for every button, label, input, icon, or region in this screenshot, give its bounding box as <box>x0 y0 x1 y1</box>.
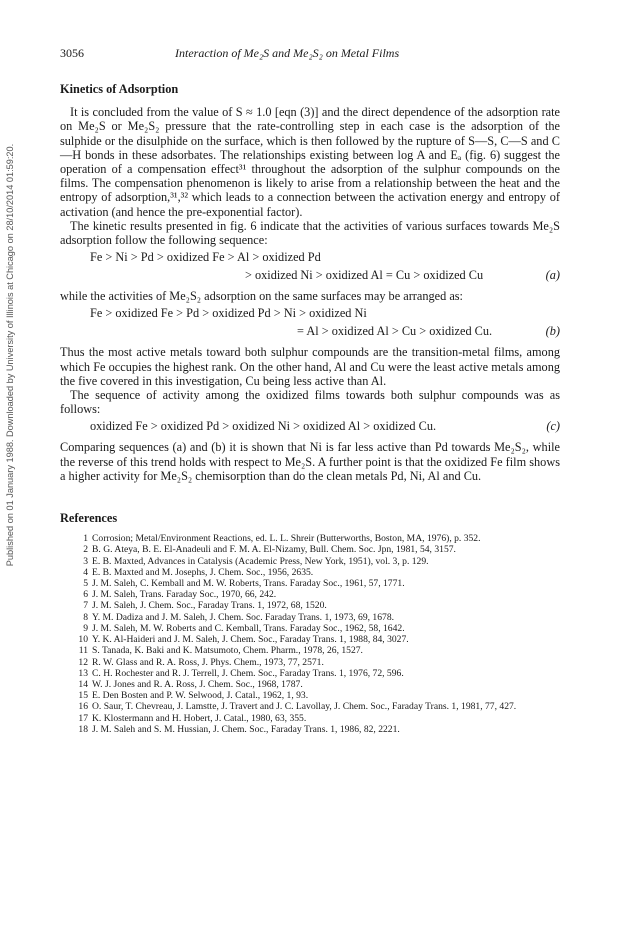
reference-item <box>60 713 560 724</box>
page-number: 3056 <box>60 46 84 60</box>
reference-text: J. M. Saleh, C. Kemball and M. W. Roberts, Trans. Faraday Soc., 1961, 57, 1771. <box>92 578 405 590</box>
reference-number: 4 <box>83 566 88 578</box>
paragraph: The sequence of activity among the oxidized films towards both sulphur compounds was as follows: <box>60 388 560 417</box>
reference-item <box>60 589 560 600</box>
reference-number: 17 <box>78 712 88 724</box>
sequence-line: > oxidized Ni > oxidized Al = Cu > oxidized Cu <box>245 268 484 283</box>
reference-text: J. M. Saleh, Trans. Faraday Soc., 1970, 66, 242. <box>92 589 277 601</box>
reference-number: 6 <box>83 589 88 601</box>
reference-item <box>60 623 560 634</box>
reference-item <box>60 724 560 735</box>
paragraph: Thus the most active metals toward both sulphur compounds are the transition-metal films, among which Fe occupies the highest rank. On the other hand, Al and Cu were the least active metals among the five covered in this investigation, Cu being less active than Al. <box>60 345 560 388</box>
reference-text: E. B. Maxted and M. Josephs, J. Chem. Soc., 1956, 2635. <box>92 566 314 578</box>
reference-text: J. M. Saleh, M. W. Roberts and C. Kemball, Trans. Faraday Soc., 1962, 58, 1642. <box>92 622 405 634</box>
sequence-label: (c) <box>546 419 560 434</box>
reference-item <box>60 567 560 578</box>
sequence-line: Fe > oxidized Fe > Pd > oxidized Pd > Ni > oxidized Ni <box>90 306 367 321</box>
reference-item <box>60 556 560 567</box>
reference-number: 14 <box>78 678 88 690</box>
reference-item <box>60 578 560 589</box>
reference-number: 18 <box>78 723 88 735</box>
reference-item <box>60 679 560 690</box>
sequence-label: (b) <box>545 324 560 339</box>
sequence-label: (a) <box>545 268 560 283</box>
paragraph: while the activities of Me₂S₂ adsorption on the same surfaces may be arranged as: <box>60 289 463 304</box>
reference-text: S. Tanada, K. Baki and K. Matsumoto, Chem. Pharm., 1978, 26, 1527. <box>92 645 363 657</box>
reference-item <box>60 701 560 712</box>
sequence-line: Fe > Ni > Pd > oxidized Fe > Al > oxidized Pd <box>90 250 321 265</box>
download-watermark <box>2 120 18 590</box>
reference-text: O. Saur, T. Chevreau, J. Lamstte, J. Travert and J. C. Lavollay, J. Chem. Soc., Faraday Trans. 1, 1981, 77, 427. <box>92 701 517 713</box>
reference-item <box>60 690 560 701</box>
reference-text: E. Den Bosten and P. W. Selwood, J. Catal., 1962, 1, 93. <box>92 690 309 702</box>
references-list <box>60 533 560 735</box>
reference-item <box>60 645 560 656</box>
section-title: Kinetics of Adsorption <box>60 82 179 96</box>
reference-item <box>60 600 560 611</box>
paragraph: The kinetic results presented in fig. 6 indicate that the activities of various surfaces towards Me₂S adsorption follow the following sequence: <box>60 218 560 248</box>
running-title: Interaction of Me₂S and Me₂S₂ on Metal Films <box>175 46 400 60</box>
sequence-b <box>60 306 560 342</box>
reference-number: 1 <box>83 533 88 545</box>
sequence-a <box>60 250 560 286</box>
sequence-c <box>60 419 560 437</box>
reference-number: 8 <box>83 611 88 623</box>
watermark-text: Published on 01 January 1988. Downloaded by University of Illinois at Chicago on 28/10/2014 01:59:20. <box>5 143 15 567</box>
reference-item <box>60 533 560 544</box>
reference-number: 9 <box>83 622 88 634</box>
reference-text: J. M. Saleh and S. M. Hussian, J. Chem. Soc., Faraday Trans. 1, 1986, 82, 2221. <box>92 723 400 735</box>
reference-text: J. M. Saleh, J. Chem. Soc., Faraday Trans. 1, 1972, 68, 1520. <box>92 600 327 612</box>
reference-number: 3 <box>83 555 88 567</box>
reference-text: W. J. Jones and R. A. Ross, J. Chem. Soc., 1968, 1787. <box>92 678 303 690</box>
article-body <box>60 82 560 735</box>
reference-item <box>60 544 560 555</box>
sequence-line: = Al > oxidized Al > Cu > oxidized Cu. <box>297 324 493 339</box>
reference-text: K. Klostermann and H. Hobert, J. Catal., 1980, 63, 355. <box>92 712 307 724</box>
references-title: References <box>60 511 118 526</box>
paragraph: It is concluded from the value of S ≈ 1.0 [eqn (3)] and the direct dependence of the adsorption rate on Me₂S or Me₂S₂ pressure that the rate-controlling step in each case is the adsorption of the sulphide or the disulphide on the surface, which is then followed by the rupture of S—S, C—S and C—H bonds in these adsorbates. The relationships existing between log A and Eₐ (fig. 6) suggest the operation of a compensation effect³¹ throughout the adsorption of the sulphur compounds on the films. The compensation phenomenon is likely to arise from a relationship between the heat and the entropy of adsorption,³¹,³² which leads to a connection between the activation energy and entropy of activation (and hence the pre-exponential factor). <box>60 105 560 219</box>
reference-number: 7 <box>83 600 88 612</box>
reference-item <box>60 612 560 623</box>
reference-text: Y. K. Al-Haideri and J. M. Saleh, J. Chem. Soc., Faraday Trans. 1, 1988, 84, 3027. <box>92 634 409 646</box>
reference-number: 13 <box>78 667 88 679</box>
paragraph: Comparing sequences (a) and (b) it is shown that Ni is far less active than Pd towards Me₂S₂, while the reverse of this trend holds with respect to Me₂S. A further point is that the oxidized Fe film shows a higher activity for Me₂S₂ chemisorption than do the clean metals Pd, Ni, Al and Cu. <box>60 440 560 483</box>
reference-item <box>60 668 560 679</box>
reference-text: E. B. Maxted, Advances in Catalysis (Academic Press, New York, 1951), vol. 3, p. 129. <box>92 555 429 567</box>
reference-number: 2 <box>83 544 88 556</box>
reference-text: Corrosion; Metal/Environment Reactions, ed. L. L. Shreir (Butterworths, Boston, MA, 1976), p. 352. <box>92 533 481 545</box>
page-header <box>60 46 565 62</box>
reference-number: 16 <box>78 701 88 713</box>
reference-text: C. H. Rochester and R. J. Terrell, J. Chem. Soc., Faraday Trans. 1, 1976, 72, 596. <box>92 667 404 679</box>
reference-number: 15 <box>78 690 88 702</box>
reference-number: 10 <box>78 634 88 646</box>
reference-text: Y. M. Dadiza and J. M. Saleh, J. Chem. Soc. Faraday Trans. 1, 1973, 69, 1678. <box>92 611 395 623</box>
reference-text: B. G. Ateya, B. E. El-Anadeuli and F. M. A. El-Nizamy, Bull. Chem. Soc. Jpn, 1981, 54, 3157. <box>92 544 456 556</box>
reference-item <box>60 657 560 668</box>
reference-text: R. W. Glass and R. A. Ross, J. Phys. Chem., 1973, 77, 2571. <box>92 656 324 668</box>
sequence-line: oxidized Fe > oxidized Pd > oxidized Ni > oxidized Al > oxidized Cu. <box>90 419 437 434</box>
reference-number: 11 <box>78 645 88 657</box>
reference-number: 12 <box>78 656 88 668</box>
reference-number: 5 <box>83 578 88 590</box>
reference-item <box>60 634 560 645</box>
